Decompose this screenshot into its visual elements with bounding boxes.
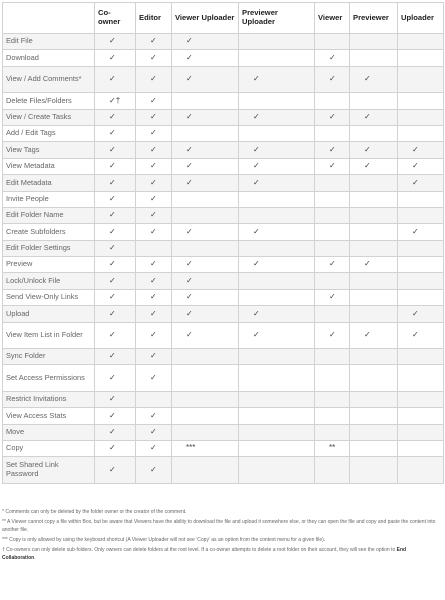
permission-label: View Access Stats <box>3 408 95 424</box>
empty-cell <box>315 191 350 207</box>
table-row <box>3 191 444 207</box>
empty-cell <box>315 125 350 141</box>
empty-cell <box>398 125 444 141</box>
empty-cell <box>239 50 315 66</box>
column-header: Previewer <box>350 3 398 34</box>
permission-check: ✓ <box>95 142 136 158</box>
permission-check: ✓ <box>136 408 172 424</box>
empty-cell <box>350 306 398 322</box>
empty-cell <box>398 93 444 109</box>
permission-check: ✓ <box>136 109 172 125</box>
empty-cell <box>350 207 398 223</box>
table-row <box>3 365 444 391</box>
permission-check: ✓ <box>398 175 444 191</box>
permission-label: Sync Folder <box>3 349 95 365</box>
footnote-text: *** Copy is only allowed by using the keyboard shortcut (A Viewer Uploader will not see ‘Copy’ as an option from the context menu for a given file). <box>2 536 326 543</box>
permission-label: Send View-Only Links <box>3 289 95 305</box>
empty-cell <box>350 457 398 483</box>
permission-check: ✓ <box>239 175 315 191</box>
empty-cell <box>239 349 315 365</box>
empty-cell <box>315 207 350 223</box>
empty-cell <box>398 207 444 223</box>
empty-cell <box>239 391 315 407</box>
empty-cell <box>315 175 350 191</box>
permission-check: ✓ <box>95 457 136 483</box>
permission-check: ✓ <box>315 158 350 174</box>
permission-check: ✓ <box>172 273 239 289</box>
permission-check: ✓ <box>350 158 398 174</box>
permission-check: ✓ <box>95 322 136 348</box>
permission-label: View Tags <box>3 142 95 158</box>
permission-check: ✓ <box>172 224 239 240</box>
permission-check: ✓ <box>172 289 239 305</box>
empty-cell <box>350 93 398 109</box>
permission-check: ✓ <box>350 66 398 92</box>
permission-check: ✓ <box>315 50 350 66</box>
table-row <box>3 440 444 456</box>
empty-cell <box>350 289 398 305</box>
empty-cell <box>172 125 239 141</box>
permission-label: View / Create Tasks <box>3 109 95 125</box>
permission-label: Delete Files/Folders <box>3 93 95 109</box>
column-header: Previewer Uploader <box>239 3 315 34</box>
permission-check: *** <box>172 440 239 456</box>
permission-check: ✓ <box>136 142 172 158</box>
permission-check: ✓ <box>398 158 444 174</box>
column-header: Uploader <box>398 3 444 34</box>
empty-cell <box>315 457 350 483</box>
empty-cell <box>239 365 315 391</box>
column-header: Viewer <box>315 3 350 34</box>
footnotes <box>2 509 440 565</box>
footnote <box>2 509 440 516</box>
permission-check: ✓ <box>398 306 444 322</box>
permission-label: Create Subfolders <box>3 224 95 240</box>
permission-check: ✓ <box>95 391 136 407</box>
permission-label: Lock/Unlock File <box>3 273 95 289</box>
empty-cell <box>350 391 398 407</box>
permission-check: ✓ <box>172 34 239 50</box>
permission-label: Invite People <box>3 191 95 207</box>
permission-check: ✓ <box>172 66 239 92</box>
permission-check: ✓† <box>95 93 136 109</box>
permission-label: View Metadata <box>3 158 95 174</box>
permission-check: ✓ <box>172 257 239 273</box>
permission-label: Move <box>3 424 95 440</box>
permission-check: ✓ <box>172 175 239 191</box>
permission-check: ✓ <box>95 365 136 391</box>
permission-check: ✓ <box>136 66 172 92</box>
table-row <box>3 322 444 348</box>
permission-check: ✓ <box>350 322 398 348</box>
permission-check: ✓ <box>95 349 136 365</box>
permission-label: View Item List in Folder <box>3 322 95 348</box>
permission-check: ✓ <box>95 50 136 66</box>
empty-cell <box>350 125 398 141</box>
empty-cell <box>398 66 444 92</box>
permission-check: ✓ <box>136 424 172 440</box>
empty-cell <box>239 34 315 50</box>
empty-cell <box>315 424 350 440</box>
empty-cell <box>239 240 315 256</box>
permission-check: ✓ <box>172 322 239 348</box>
permission-check: ✓ <box>172 158 239 174</box>
permission-check: ✓ <box>136 273 172 289</box>
permission-label: Add / Edit Tags <box>3 125 95 141</box>
empty-cell <box>136 391 172 407</box>
empty-cell <box>315 93 350 109</box>
empty-cell <box>350 365 398 391</box>
footnote <box>2 547 440 561</box>
permission-check: ✓ <box>136 93 172 109</box>
permission-check: ✓ <box>95 257 136 273</box>
permission-check: ✓ <box>398 224 444 240</box>
empty-cell <box>398 457 444 483</box>
empty-cell <box>172 207 239 223</box>
permission-check: ✓ <box>95 289 136 305</box>
empty-cell <box>315 408 350 424</box>
permission-check: ✓ <box>239 306 315 322</box>
empty-cell <box>239 457 315 483</box>
footnote-text: † Co-owners can only delete sub-folders. Only owners can delete folders at the root level. If a co-owner attempts to delete a root folder on their account, they will see the option to <box>2 547 397 554</box>
permission-label: Copy <box>3 440 95 456</box>
empty-cell <box>315 240 350 256</box>
permission-check: ✓ <box>136 257 172 273</box>
permission-check: ✓ <box>398 322 444 348</box>
permission-check: ✓ <box>136 125 172 141</box>
table-row <box>3 224 444 240</box>
permission-check: ✓ <box>136 207 172 223</box>
permission-check: ✓ <box>136 365 172 391</box>
empty-cell <box>172 365 239 391</box>
empty-cell <box>350 273 398 289</box>
empty-cell <box>315 349 350 365</box>
permission-check: ✓ <box>95 240 136 256</box>
permission-check: ✓ <box>95 125 136 141</box>
permission-check: ✓ <box>172 109 239 125</box>
empty-cell <box>398 289 444 305</box>
permission-label: Download <box>3 50 95 66</box>
empty-cell <box>239 273 315 289</box>
permissions-table-body <box>3 34 444 484</box>
empty-cell <box>239 440 315 456</box>
footnote <box>2 537 440 544</box>
empty-cell <box>239 207 315 223</box>
empty-cell <box>350 440 398 456</box>
permission-check: ✓ <box>315 322 350 348</box>
permission-label: Restrict Invitations <box>3 391 95 407</box>
table-row <box>3 349 444 365</box>
permission-label: Edit Folder Settings <box>3 240 95 256</box>
permission-check: ✓ <box>239 322 315 348</box>
permission-check: ✓ <box>95 158 136 174</box>
empty-cell <box>350 50 398 66</box>
header-row <box>3 3 444 34</box>
permission-check: ✓ <box>350 257 398 273</box>
empty-cell <box>239 408 315 424</box>
table-row <box>3 66 444 92</box>
empty-cell <box>398 365 444 391</box>
empty-cell <box>398 109 444 125</box>
permission-check: ✓ <box>136 158 172 174</box>
table-row <box>3 408 444 424</box>
permission-check: ✓ <box>172 50 239 66</box>
table-row <box>3 289 444 305</box>
empty-cell <box>239 125 315 141</box>
empty-cell <box>350 224 398 240</box>
permission-label: Set Shared Link Password <box>3 457 95 483</box>
empty-cell <box>398 240 444 256</box>
permissions-table <box>2 2 444 484</box>
empty-cell <box>350 34 398 50</box>
empty-cell <box>172 349 239 365</box>
table-row <box>3 257 444 273</box>
empty-cell <box>350 240 398 256</box>
permission-check: ✓ <box>315 66 350 92</box>
permission-check: ✓ <box>315 142 350 158</box>
column-header: Viewer Uploader <box>172 3 239 34</box>
footnote-text: ** A Viewer cannot copy a file within Box, but be aware that Viewers have the ability to download the file and upload it somewhere else, or they can open the file and copy and paste the content into another file. <box>2 519 436 533</box>
permission-check: ✓ <box>172 142 239 158</box>
permission-check: ✓ <box>136 322 172 348</box>
footnote <box>2 519 440 533</box>
empty-cell <box>315 273 350 289</box>
permission-check: ✓ <box>315 289 350 305</box>
permission-check: ✓ <box>350 109 398 125</box>
empty-cell <box>315 224 350 240</box>
empty-cell <box>398 191 444 207</box>
permission-check: ✓ <box>95 109 136 125</box>
table-row <box>3 240 444 256</box>
permission-check: ✓ <box>136 191 172 207</box>
permission-check: ✓ <box>172 306 239 322</box>
permission-check: ✓ <box>95 273 136 289</box>
permission-check: ✓ <box>95 408 136 424</box>
permission-check: ✓ <box>398 142 444 158</box>
empty-cell <box>398 408 444 424</box>
table-row <box>3 391 444 407</box>
permission-check: ✓ <box>95 191 136 207</box>
permission-check: ✓ <box>136 440 172 456</box>
empty-cell <box>172 457 239 483</box>
empty-cell <box>398 349 444 365</box>
permission-label: Edit Metadata <box>3 175 95 191</box>
empty-cell <box>398 257 444 273</box>
permission-check: ✓ <box>239 142 315 158</box>
permission-label: Preview <box>3 257 95 273</box>
empty-cell <box>136 240 172 256</box>
table-row <box>3 125 444 141</box>
permission-check: ✓ <box>239 109 315 125</box>
footnote-text: * Comments can only be deleted by the folder owner or the creator of the comment. <box>2 509 187 515</box>
empty-cell <box>398 424 444 440</box>
permission-label: Upload <box>3 306 95 322</box>
empty-cell <box>350 175 398 191</box>
empty-cell <box>239 191 315 207</box>
table-row <box>3 207 444 223</box>
permission-check: ✓ <box>95 306 136 322</box>
permission-check: ✓ <box>136 289 172 305</box>
header-cell-empty <box>3 3 95 34</box>
permission-check: ** <box>315 440 350 456</box>
empty-cell <box>398 273 444 289</box>
permission-check: ✓ <box>136 34 172 50</box>
empty-cell <box>172 93 239 109</box>
permission-check: ✓ <box>95 440 136 456</box>
empty-cell <box>239 289 315 305</box>
table-row <box>3 93 444 109</box>
empty-cell <box>239 93 315 109</box>
permission-check: ✓ <box>239 66 315 92</box>
permission-check: ✓ <box>136 175 172 191</box>
empty-cell <box>350 408 398 424</box>
empty-cell <box>172 240 239 256</box>
permission-label: Edit Folder Name <box>3 207 95 223</box>
permission-check: ✓ <box>315 109 350 125</box>
permission-check: ✓ <box>95 424 136 440</box>
empty-cell <box>172 408 239 424</box>
permission-check: ✓ <box>239 158 315 174</box>
permission-check: ✓ <box>315 257 350 273</box>
table-row <box>3 175 444 191</box>
empty-cell <box>398 391 444 407</box>
permission-check: ✓ <box>136 306 172 322</box>
empty-cell <box>172 191 239 207</box>
permission-check: ✓ <box>95 66 136 92</box>
empty-cell <box>315 391 350 407</box>
permission-label: View / Add Comments* <box>3 66 95 92</box>
table-row <box>3 457 444 483</box>
table-row <box>3 109 444 125</box>
permission-check: ✓ <box>350 142 398 158</box>
table-row <box>3 34 444 50</box>
empty-cell <box>172 424 239 440</box>
permission-label: Set Access Permissions <box>3 365 95 391</box>
empty-cell <box>398 34 444 50</box>
column-header: Editor <box>136 3 172 34</box>
empty-cell <box>315 34 350 50</box>
permission-check: ✓ <box>95 207 136 223</box>
empty-cell <box>350 424 398 440</box>
table-row <box>3 50 444 66</box>
empty-cell <box>398 50 444 66</box>
column-header: Co-owner <box>95 3 136 34</box>
permission-check: ✓ <box>95 34 136 50</box>
permission-check: ✓ <box>239 257 315 273</box>
empty-cell <box>350 191 398 207</box>
permission-check: ✓ <box>95 175 136 191</box>
table-row <box>3 306 444 322</box>
permission-check: ✓ <box>136 457 172 483</box>
permission-check: ✓ <box>95 224 136 240</box>
permission-check: ✓ <box>136 349 172 365</box>
empty-cell <box>239 424 315 440</box>
footnote-tail: . <box>34 554 36 561</box>
permission-label: Edit File <box>3 34 95 50</box>
empty-cell <box>172 391 239 407</box>
table-row <box>3 273 444 289</box>
table-row <box>3 142 444 158</box>
permission-check: ✓ <box>136 50 172 66</box>
table-row <box>3 158 444 174</box>
empty-cell <box>315 306 350 322</box>
permission-check: ✓ <box>136 224 172 240</box>
empty-cell <box>398 440 444 456</box>
permission-check: ✓ <box>239 224 315 240</box>
empty-cell <box>350 349 398 365</box>
empty-cell <box>315 365 350 391</box>
footnote-emphasis: End Collaboration <box>2 547 407 561</box>
table-row <box>3 424 444 440</box>
